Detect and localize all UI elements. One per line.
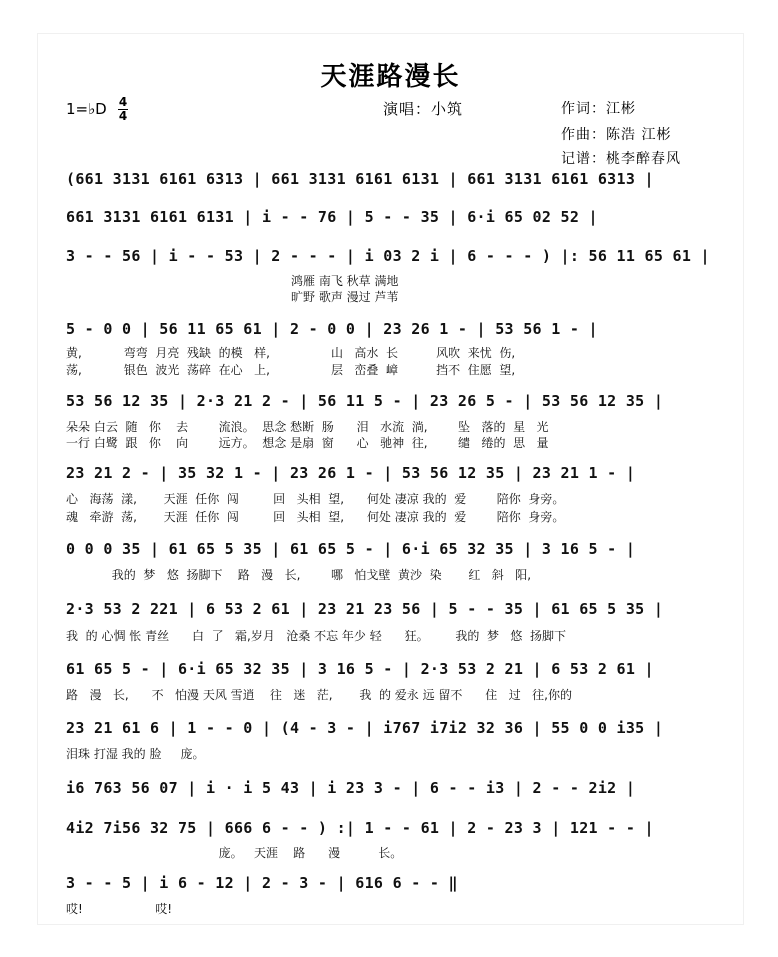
lyric-line-10: 泪珠 打湿 我的 脸 庞。	[66, 747, 205, 761]
notation-line-3: 3 - - 56 | i - - 53 | 2 - - - | i 03 2 i | 6 - - - ) |: 56 11 65 61 |	[66, 247, 710, 265]
lyric-line-13: 哎! 哎!	[66, 902, 173, 916]
lyric-line-5a: 朵朵 白云 随 你 去 流浪。 思念 愁断 肠 泪 水流 淌, 坠 落的 星 光	[66, 420, 549, 434]
notation-line-11: i6 763 56 07 | i · i 5 43 | i 23 3 - | 6 - - i3 | 2 - - 2i2 |	[66, 779, 636, 797]
lyric-line-12: 庞。 天涯 路 漫 长。	[66, 846, 403, 860]
lyric-line-4b: 荡, 银色 波光 荡碎 在心 上, 层 峦叠 嶂 挡不 住愿 望,	[66, 363, 516, 377]
lyric-line-3b: 旷野 歌声 漫过 芦苇	[66, 290, 399, 304]
score-sheet	[38, 34, 743, 924]
time-signature-top: 4	[118, 95, 128, 109]
notation-line-10: 23 21 61 6 | 1 - - 0 | (4 - 3 - | i767 i7i2 32 36 | 55 0 0 i35 |	[66, 719, 664, 737]
lyric-line-4a: 黄, 弯弯 月亮 残缺 的模 样, 山 高水 长 风吹 来忧 伤,	[66, 346, 516, 360]
notation-line-7: 0 0 0 35 | 61 65 5 35 | 61 65 5 - | 6·i 65 32 35 | 3 16 5 - |	[66, 540, 636, 558]
lyricist-credit: 作词：江彬	[561, 101, 636, 117]
singer-credit: 演唱：小筑	[383, 100, 464, 118]
notation-line-1: (661 3131 6161 6313 | 661 3131 6161 6131 | 661 3131 6161 6313 |	[66, 170, 654, 188]
notation-line-4: 5 - 0 0 | 56 11 65 61 | 2 - 0 0 | 23 26 1 - | 53 56 1 - |	[66, 320, 598, 338]
notation-line-9: 61 65 5 - | 6·i 65 32 35 | 3 16 5 - | 2·3 53 2 21 | 6 53 2 61 |	[66, 660, 654, 678]
notation-line-5: 53 56 12 35 | 2·3 21 2 - | 56 11 5 - | 23 26 5 - | 53 56 12 35 |	[66, 392, 664, 410]
lyric-line-6a: 心 海荡 漾, 天涯 任你 闯 回 头相 望, 何处 凄凉 我的 爱 陪你 身旁。	[66, 492, 565, 506]
lyric-line-8: 我 的 心惆 怅 青丝 白 了 霜,岁月 沧桑 不忘 年少 轻 狂。 我的 梦 悠 扬脚下	[66, 629, 567, 643]
transcriber-credit: 记谱：桃李醉春风	[561, 151, 681, 167]
key-signature: 1=♭D	[66, 100, 107, 118]
time-signature-bottom: 4	[118, 109, 128, 123]
lyric-line-5b: 一行 白鹭 跟 你 向 远方。 想念 是扇 窗 心 驰神 往, 缱 绻的 思 量	[66, 436, 549, 450]
notation-line-6: 23 21 2 - | 35 32 1 - | 23 26 1 - | 53 56 12 35 | 23 21 1 - |	[66, 464, 636, 482]
notation-line-2: 661 3131 6161 6131 | i - - 76 | 5 - - 35 | 6·i 65 02 52 |	[66, 208, 598, 226]
lyric-line-9: 路 漫 长, 不 怕漫 天风 雪逍 往 迷 茫, 我 的 爱永 远 留不 住 过 往,你的	[66, 688, 572, 702]
lyric-line-7: 我的 梦 悠 扬脚下 路 漫 长, 哪 怕戈壁 黄沙 染 红 斜 阳,	[66, 568, 532, 582]
time-signature	[118, 96, 128, 122]
lyric-line-6b: 魂 牵游 荡, 天涯 任你 闯 回 头相 望, 何处 凄凉 我的 爱 陪你 身旁。	[66, 510, 565, 524]
lyric-line-3a: 鸿雁 南飞 秋草 满地	[66, 274, 399, 288]
song-title: 天涯路漫长	[320, 62, 461, 92]
notation-line-12: 4i2 7i56 32 75 | 666 6 - - ) :| 1 - - 61 | 2 - 23 3 | 121 - - |	[66, 819, 654, 837]
notation-line-13: 3 - - 5 | i 6 - 12 | 2 - 3 - | 616 6 - - ‖	[66, 874, 458, 892]
notation-line-8: 2·3 53 2 221 | 6 53 2 61 | 23 21 23 56 | 5 - - 35 | 61 65 5 35 |	[66, 600, 664, 618]
composer-credit: 作曲：陈浩 江彬	[561, 127, 672, 143]
